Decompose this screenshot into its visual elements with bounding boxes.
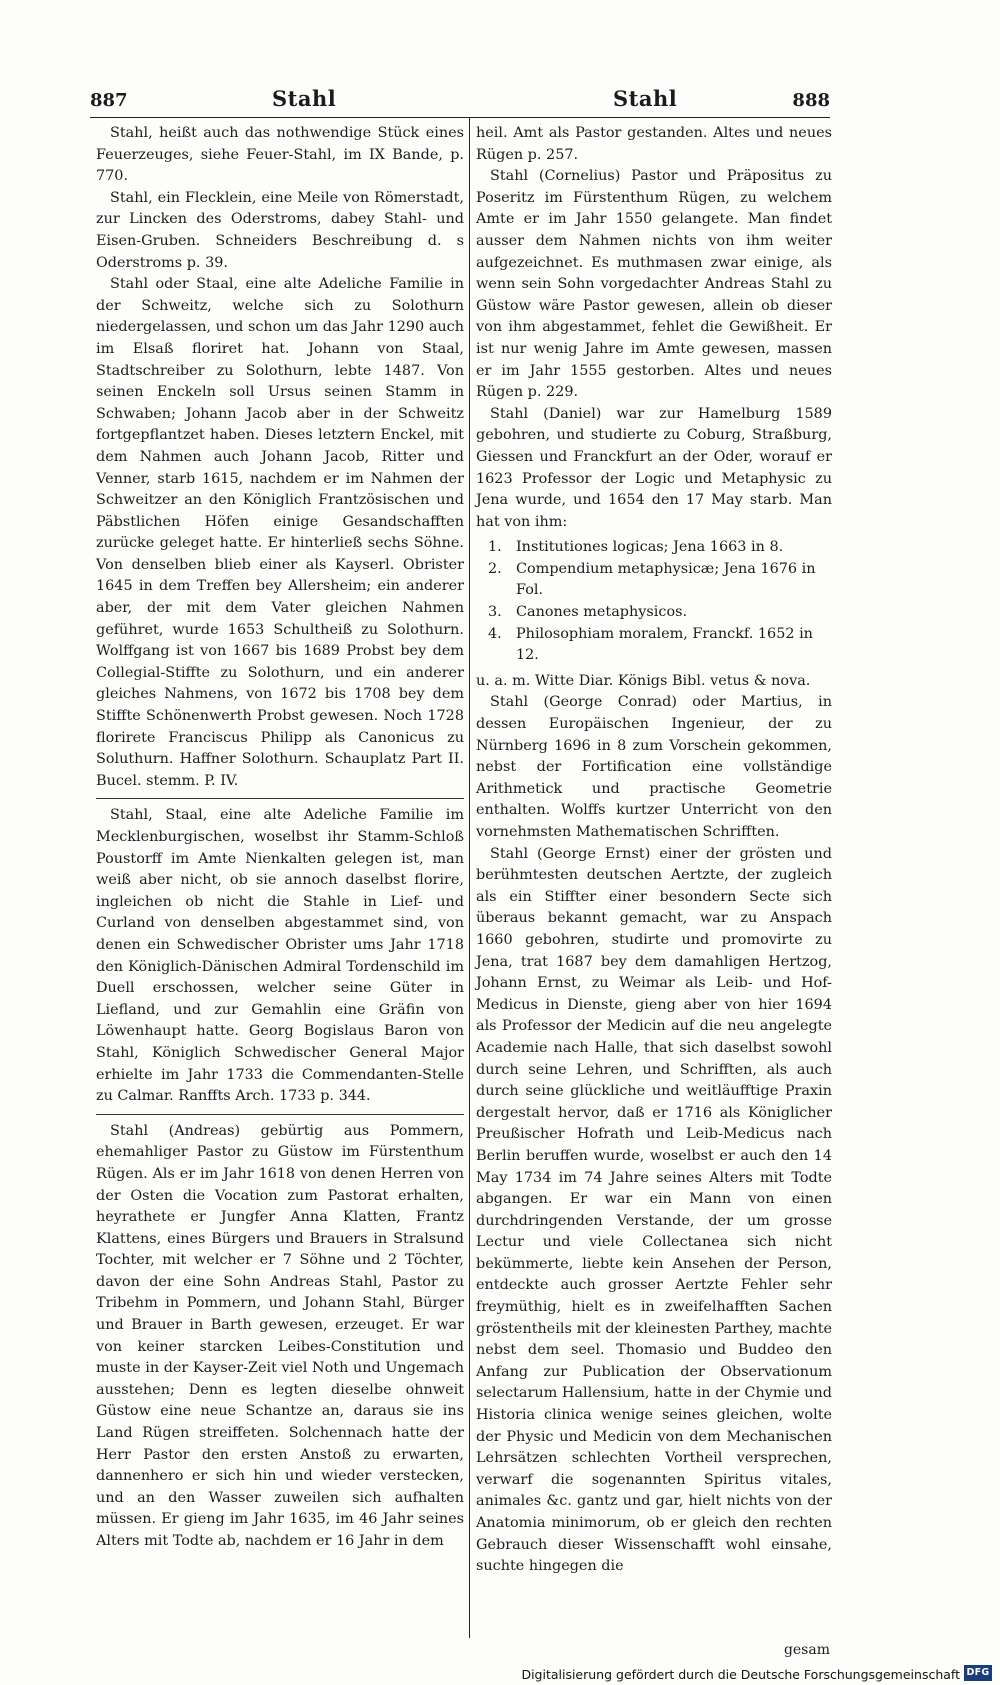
- list-item: 3. Canones metaphysicos.: [488, 604, 688, 621]
- left-column: [96, 123, 464, 1553]
- page-number-right: 888: [792, 90, 830, 111]
- column-divider: [469, 118, 470, 1638]
- entry-stahl-cornelius: Stahl (Cornelius) Pastor und Präpositus zu Poseritz im Fürstenthum Rügen, zu welchem Amte er im Jahr 1550 gelangete. Man findet ausser dem Nahmen nichts von ihm weiter aufgezeichnet. Es muthmasen zwar einige, als wenn sein Sohn vorgedachter Andreas Stahl zu Güstow wäre Pastor gewesen, allein ob dieser von ihm abgestammet, fehlet die Gewißheit. Er ist nur wenig Jahre im Amte gewesen, massen er im Jahr 1555 gestorben. Altes und neues Rügen p. 229.: [476, 168, 832, 401]
- right-column: [476, 123, 832, 1578]
- entry-separator: [96, 1114, 464, 1115]
- header-rule: [90, 117, 830, 118]
- page-number-left: 887: [90, 90, 128, 111]
- entry-andreas-continuation: heil. Amt als Pastor gestanden. Altes und neues Rügen p. 257.: [476, 125, 832, 163]
- catchword: gesam: [783, 1642, 830, 1658]
- running-head-left: Stahl: [272, 86, 337, 111]
- daniel-works-list: [476, 537, 832, 667]
- daniel-references: u. a. m. Witte Diar. Königs Bibl. vetus & nova.: [476, 672, 811, 689]
- entry-stahl-andreas: Stahl (Andreas) gebürtig aus Pommern, ehemahliger Pastor zu Güstow im Fürstenthum Rügen. Als er im Jahr 1618 von denen Herren von der Osten die Vocation zum Pastorat erhalten, heyrathete er Jungfer Anna Klatten, Frantz Klattens, eines Bürgers und Brauers in Stralsund Tochter, mit welcher er 7 Söhne und 2 Töchter, davon der eine Sohn Andreas Stahl, Pastor zu Tribehm in Pommern, und Johann Stahl, Bürger und Brauer in Barth gewesen, erzeuget. Er war von keiner starcken Leibes-Constitution und muste in der Kayser-Zeit viel Noth und Ungemach ausstehen; Denn es legten dieselbe ohnweit Güstow eine neue Schantze an, daraus sie ins Land Rügen streiffeten. Solchennach hatte der Herr Pastor den ersten Anstoß zu erwarten, dannenhero er sich hin und wieder verstecken, und an den Wasser zuweilen sich aufhalten müssen. Er gieng im Jahr 1635, im 46 Jahr seines Alters mit Todte ab, nachdem er 16 Jahr in dem: [96, 1122, 464, 1549]
- entry-separator: [96, 798, 464, 799]
- entry-stahl-feuerzeug: Stahl, heißt auch das nothwendige Stück eines Feuerzeuges, siehe Feuer-Stahl, im IX Bande, p. 770.: [96, 125, 464, 185]
- entry-stahl-george-conrad: Stahl (George Conrad) oder Martius, in dessen Europäischen Ingenieur, der zu Nürnberg 1696 in 8 zum Vorschein gekommen, nebst der Fortification eine vollständige Arithmetick und practische Geometrie enthalten. Wolffs kurtzer Unterricht von den vornehmsten Mathematischen Schrifften.: [476, 694, 832, 840]
- list-item: 4. Philosophiam moralem, Franckf. 1652 in 12.: [488, 625, 813, 664]
- entry-stahl-mecklenburg: Stahl, Staal, eine alte Adeliche Familie im Mecklenburgischen, woselbst ihr Stamm-Schloß Poustorff im Amte Nienkalten gelegen ist, man weiß aber nicht, ob sie annoch daselbst florire, ingleichen ob nicht die Stahle in Lief- und Curland von denselben abgestammet sind, von denen ein Schwedischer Obrister ums Jahr 1718 den Königlich-Dänischen Admiral Tordenschild im Duell erschossen, welcher seine Güter in Liefland, und zur Gemahlin eine Gräfin von Löwenhaupt hatte. Georg Bogislaus Baron von Stahl, Königlich Schwedischer General Major erhielte im Jahr 1733 die Commendanten-Stelle zu Calmar. Ranffts Arch. 1733 p. 344.: [96, 807, 464, 1105]
- running-head-right: Stahl: [613, 86, 678, 111]
- dfg-logo-icon: DFG: [964, 1665, 992, 1681]
- digitization-footer: [0, 1663, 1000, 1685]
- page-header: [90, 86, 830, 120]
- list-item: 2. Compendium metaphysicæ; Jena 1676 in Fol.: [488, 560, 816, 599]
- entry-stahl-daniel: Stahl (Daniel) war zur Hamelburg 1589 gebohren, und studierte zu Coburg, Straßburg, Giessen und Franckfurt an der Oder, worauf er 1623 Professor der Logic und Metaphysic zu Jena wurde, und 1654 den 17 May starb. Man hat von ihm:: [476, 405, 832, 530]
- entry-stahl-schweiz: Stahl oder Staal, eine alte Adeliche Familie in der Schweitz, welche sich zu Solothurn niedergelassen, und schon um das Jahr 1290 auch im Elsaß floriret hat. Johann von Staal, Stadtschreiber zu Solothurn, lebte 1487. Von seinen Enckeln soll Ursus seinen Stamm in Schwaben; Johann Jacob aber in der Schweitz fortgepflantzet haben. Dieses letztern Enckel, mit dem Nahmen auch Johann Jacob, Ritter und Venner, starb 1615, nachdem er im Nahmen der Schweitzer an den Königlich Frantzösischen und Päbstlichen Höfen einige Gesandschafften zurücke geleget hatte. Er hinterließ sechs Söhne. Von denselben blieb einer als Kayserl. Obrister 1645 in dem Treffen bey Allersheim; ein anderer aber, der mit dem Vater gleichen Nahmen geführet, wurde 1653 Schultheiß zu Solothurn. Wolffgang ist von 1667 bis 1689 Probst bey dem Collegial-Stiffte zu Solothurn, und ein anderer gleiches Nahmens, von 1672 bis 1708 bey dem Stiffte Schönenwerth Probst gewesen. Noch 1728 florirete Franciscus Philipp als Canonicus zu Soluthurn. Haffner Solothurn. Schauplatz Part II. Bucel. stemm. P. IV.: [96, 276, 464, 789]
- footer-credit: Digitalisierung gefördert durch die Deutsche Forschungsgemeinschaft: [521, 1667, 960, 1682]
- entry-stahl-flecken: Stahl, ein Flecklein, eine Meile von Römerstadt, zur Lincken des Oderstroms, dabey Stahl- und Eisen-Gruben. Schneiders Beschreibung d. s Oderstroms p. 39.: [96, 189, 464, 271]
- entry-stahl-george-ernst: Stahl (George Ernst) einer der grösten und berühmtesten deutschen Aertzte, der zugleich als ein Stiffter einer besondern Secte sich überaus bekannt gemacht, war zu Anspach 1660 gebohren, studirte und promovirte zu Jena, trat 1687 bey dem damahligen Hertzog, Johann Ernst, zu Weimar als Leib- und Hof-Medicus in Dienste, gieng aber von hier 1694 als Professor der Medicin auf die neu angelegte Academie nach Halle, that sich daselbst sowohl durch seine Lehren, und Schrifften, als auch durch seine glückliche und weitläufftige Praxin dergestalt hervor, daß er 1716 als Königlicher Preußischer Hofrath und Leib-Medicus nach Berlin beruffen wurde, woselbst er auch den 14 May 1734 im 74 Jahre seines Alters mit Todte abgangen. Er war ein Mann von einen durchdringenden Verstande, der um grosse Lectur und viele Collectanea sich nicht bekümmerte, liebte kein Ansehen der Person, entdeckte auch grosser Aertzte Fehler sehr freymüthig, hielt es in zweifelhafften Sachen gröstentheils mit der kleinesten Parthey, machte nebst dem seel. Thomasio und Buddeo den Anfang zur Publication der Observationum selectarum Hallensium, hatte in der Chymie und Historia clinica wenige seines gleichen, wolte der Physic und Medicin von dem Mechanischen Lehrsätzen schlechten Vortheil versprechen, verwarf die sogenannten Spiritus vitales, animales &c. gantz und gar, hielt nichts von der Anatomia minimorum, ob er gleich den rechten Gebrauch dieser Wissenschafft wohl einsahe, suchte hingegen die: [476, 845, 832, 1575]
- list-item: 1. Institutiones logicas; Jena 1663 in 8.: [488, 539, 784, 556]
